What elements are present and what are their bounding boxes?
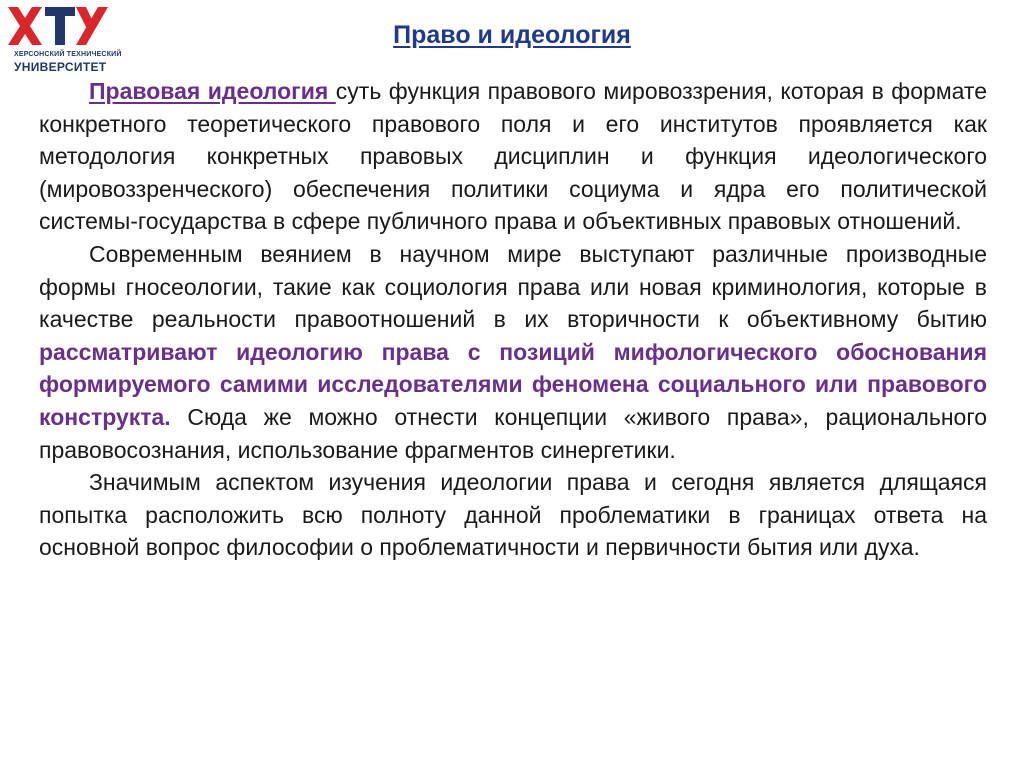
paragraph-3-text: Значимым аспектом изучения идеологии права и сегодня является длящаяся попытка расположить всю полноту данной проблематики в границах ответа на основной вопрос философии о проблематичности и первичности бытия или духа.	[39, 469, 987, 561]
term-legal-ideology: Правовая идеология	[89, 78, 336, 104]
paragraph-2	[39, 238, 987, 466]
slide-body	[39, 75, 987, 564]
paragraph-2-text-after: Сюда же можно отнести концепции «живого права», рационального правовосознания, использование фрагментов синергетики.	[39, 403, 987, 463]
logo-subtitle: ХЕРСОНСКИЙ ТЕХНИЧЕСКИЙ	[14, 51, 122, 58]
paragraph-3	[39, 466, 987, 564]
paragraph-2-text-before: Современным веянием в научном мире выступают различные производные формы гносеологии, такие как социология права или новая криминология, которые в качестве реальности правоотношений в их вторичности к объективному бытию	[39, 240, 987, 333]
logo-university: УНИВЕРСИТЕТ	[14, 60, 107, 74]
paragraph-1	[39, 75, 987, 238]
paragraph-1-text: суть функция правового мировоззрения, которая в формате конкретного теоретического правового поля и его институтов проявляется как методология конкретных правовых дисциплин и функция идеологического (мировоззренческого) обеспечения политики социума и ядра его политической системы-государства в сфере публичного права и объективных правовых отношений.	[39, 78, 987, 235]
paragraph-2-highlight: рассматривают идеологию права с позиций мифологического обоснования формируемого самими исследователями феномена социального или правового конструкта.	[39, 338, 987, 430]
page-title: Право и идеология	[393, 21, 631, 49]
